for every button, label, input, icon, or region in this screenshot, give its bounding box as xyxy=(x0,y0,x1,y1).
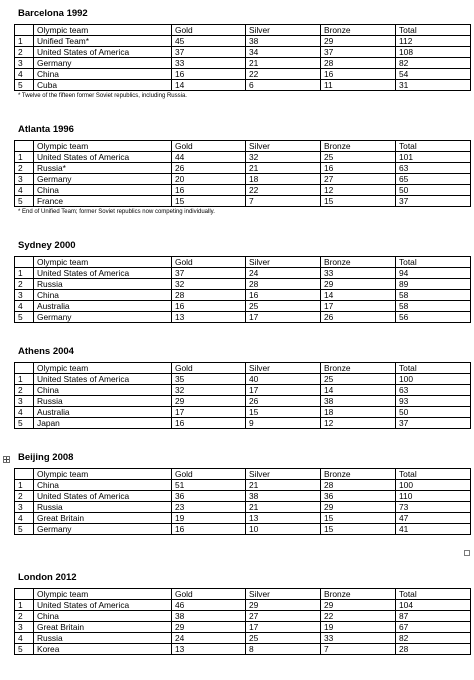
games-title: Athens 2004 xyxy=(18,346,74,357)
team-cell[interactable]: Russia xyxy=(34,396,172,407)
silver-cell[interactable]: 26 xyxy=(246,396,321,407)
header-cell-gold[interactable]: Gold xyxy=(172,589,246,600)
bronze-cell[interactable]: 38 xyxy=(321,396,396,407)
table-row xyxy=(15,312,471,323)
rank-cell[interactable]: 5 xyxy=(15,644,34,655)
rank-cell[interactable]: 1 xyxy=(15,374,34,385)
team-cell[interactable]: Korea xyxy=(34,644,172,655)
games-section-london-2012 xyxy=(14,572,470,655)
header-cell-bronze[interactable]: Bronze xyxy=(321,363,396,374)
total-cell[interactable]: 93 xyxy=(396,396,471,407)
header-cell-rank[interactable] xyxy=(15,363,34,374)
silver-cell[interactable]: 38 xyxy=(246,36,321,47)
table-row xyxy=(15,374,471,385)
rank-cell[interactable]: 4 xyxy=(15,301,34,312)
silver-cell[interactable]: 21 xyxy=(246,58,321,69)
table-row xyxy=(15,418,471,429)
medal-table xyxy=(14,588,471,655)
table-header-row xyxy=(15,257,471,268)
total-cell[interactable]: 82 xyxy=(396,633,471,644)
rank-cell[interactable]: 3 xyxy=(15,58,34,69)
gold-cell[interactable]: 36 xyxy=(172,491,246,502)
total-cell[interactable]: 112 xyxy=(396,36,471,47)
table-resize-handle[interactable] xyxy=(464,550,470,556)
rank-cell[interactable]: 1 xyxy=(15,36,34,47)
table-row xyxy=(15,58,471,69)
total-cell[interactable]: 65 xyxy=(396,174,471,185)
gold-cell[interactable]: 20 xyxy=(172,174,246,185)
silver-cell[interactable]: 22 xyxy=(246,185,321,196)
header-cell-rank[interactable] xyxy=(15,257,34,268)
total-cell[interactable]: 58 xyxy=(396,290,471,301)
total-cell[interactable]: 67 xyxy=(396,622,471,633)
gold-cell[interactable]: 33 xyxy=(172,58,246,69)
medal-table xyxy=(14,468,471,535)
rank-cell[interactable]: 1 xyxy=(15,480,34,491)
games-section-beijing-2008 xyxy=(14,452,470,535)
rank-cell[interactable]: 3 xyxy=(15,290,34,301)
games-title: Atlanta 1996 xyxy=(18,124,74,135)
gold-cell[interactable]: 44 xyxy=(172,152,246,163)
rank-cell[interactable]: 2 xyxy=(15,47,34,58)
header-cell-bronze[interactable]: Bronze xyxy=(321,141,396,152)
rank-cell[interactable]: 2 xyxy=(15,385,34,396)
table-header-row xyxy=(15,363,471,374)
header-cell-bronze[interactable]: Bronze xyxy=(321,25,396,36)
bronze-cell[interactable]: 33 xyxy=(321,268,396,279)
bronze-cell[interactable]: 7 xyxy=(321,644,396,655)
header-cell-gold[interactable]: Gold xyxy=(172,25,246,36)
header-cell-total[interactable]: Total xyxy=(396,363,471,374)
table-header-row xyxy=(15,589,471,600)
team-cell[interactable]: United States of America xyxy=(34,47,172,58)
table-row xyxy=(15,69,471,80)
team-cell[interactable]: China xyxy=(34,480,172,491)
bronze-cell[interactable]: 28 xyxy=(321,58,396,69)
rank-cell[interactable]: 1 xyxy=(15,152,34,163)
total-cell[interactable]: 94 xyxy=(396,268,471,279)
team-cell[interactable]: China xyxy=(34,69,172,80)
total-cell[interactable]: 31 xyxy=(396,80,471,91)
games-section-atlanta-1996 xyxy=(14,124,470,216)
rank-cell[interactable]: 3 xyxy=(15,174,34,185)
table-row xyxy=(15,622,471,633)
header-cell-gold[interactable]: Gold xyxy=(172,363,246,374)
gold-cell[interactable]: 38 xyxy=(172,611,246,622)
gold-cell[interactable]: 24 xyxy=(172,633,246,644)
silver-cell[interactable]: 15 xyxy=(246,407,321,418)
medal-table xyxy=(14,256,471,323)
gold-cell[interactable]: 29 xyxy=(172,622,246,633)
gold-cell[interactable]: 19 xyxy=(172,513,246,524)
table-row xyxy=(15,396,471,407)
medal-table xyxy=(14,24,471,91)
total-cell[interactable]: 89 xyxy=(396,279,471,290)
rank-cell[interactable]: 4 xyxy=(15,69,34,80)
silver-cell[interactable]: 28 xyxy=(246,279,321,290)
bronze-cell[interactable]: 16 xyxy=(321,69,396,80)
medal-table xyxy=(14,140,471,207)
bronze-cell[interactable]: 22 xyxy=(321,611,396,622)
rank-cell[interactable]: 5 xyxy=(15,312,34,323)
table-row xyxy=(15,611,471,622)
header-cell-team[interactable]: Olympic team xyxy=(34,25,172,36)
table-row xyxy=(15,407,471,418)
team-cell[interactable]: Cuba xyxy=(34,80,172,91)
table-row xyxy=(15,644,471,655)
table-row xyxy=(15,80,471,91)
silver-cell[interactable]: 24 xyxy=(246,268,321,279)
bronze-cell[interactable]: 36 xyxy=(321,491,396,502)
bronze-cell[interactable]: 29 xyxy=(321,36,396,47)
rank-cell[interactable]: 1 xyxy=(15,268,34,279)
bronze-cell[interactable]: 17 xyxy=(321,301,396,312)
bronze-cell[interactable]: 29 xyxy=(321,279,396,290)
team-cell[interactable]: Unified Team* xyxy=(34,36,172,47)
rank-cell[interactable]: 2 xyxy=(15,611,34,622)
silver-cell[interactable]: 17 xyxy=(246,622,321,633)
header-cell-total[interactable]: Total xyxy=(396,141,471,152)
total-cell[interactable]: 63 xyxy=(396,163,471,174)
total-cell[interactable]: 50 xyxy=(396,407,471,418)
silver-cell[interactable]: 17 xyxy=(246,385,321,396)
rank-cell[interactable]: 3 xyxy=(15,396,34,407)
header-cell-rank[interactable] xyxy=(15,25,34,36)
team-cell[interactable]: Japan xyxy=(34,418,172,429)
total-cell[interactable]: 87 xyxy=(396,611,471,622)
team-cell[interactable]: China xyxy=(34,290,172,301)
total-cell[interactable]: 50 xyxy=(396,185,471,196)
rank-cell[interactable]: 4 xyxy=(15,407,34,418)
table-row xyxy=(15,480,471,491)
total-cell[interactable]: 37 xyxy=(396,418,471,429)
header-cell-total[interactable]: Total xyxy=(396,469,471,480)
rank-cell[interactable]: 5 xyxy=(15,524,34,535)
table-row xyxy=(15,301,471,312)
team-cell[interactable]: Australia xyxy=(34,301,172,312)
gold-cell[interactable]: 16 xyxy=(172,301,246,312)
gold-cell[interactable]: 16 xyxy=(172,185,246,196)
rank-cell[interactable]: 5 xyxy=(15,418,34,429)
bronze-cell[interactable]: 14 xyxy=(321,385,396,396)
bronze-cell[interactable]: 11 xyxy=(321,80,396,91)
silver-cell[interactable]: 40 xyxy=(246,374,321,385)
silver-cell[interactable]: 21 xyxy=(246,502,321,513)
bronze-cell[interactable]: 12 xyxy=(321,418,396,429)
header-cell-rank[interactable] xyxy=(15,589,34,600)
team-cell[interactable]: Germany xyxy=(34,312,172,323)
header-cell-bronze[interactable]: Bronze xyxy=(321,469,396,480)
rank-cell[interactable]: 3 xyxy=(15,622,34,633)
gold-cell[interactable]: 32 xyxy=(172,385,246,396)
silver-cell[interactable]: 32 xyxy=(246,152,321,163)
team-cell[interactable]: United States of America xyxy=(34,268,172,279)
table-row xyxy=(15,279,471,290)
total-cell[interactable]: 54 xyxy=(396,69,471,80)
header-cell-silver[interactable]: Silver xyxy=(246,141,321,152)
bronze-cell[interactable]: 15 xyxy=(321,524,396,535)
table-row xyxy=(15,385,471,396)
silver-cell[interactable]: 29 xyxy=(246,600,321,611)
gold-cell[interactable]: 37 xyxy=(172,47,246,58)
gold-cell[interactable]: 46 xyxy=(172,600,246,611)
games-title: London 2012 xyxy=(18,572,77,583)
silver-cell[interactable]: 22 xyxy=(246,69,321,80)
bronze-cell[interactable]: 19 xyxy=(321,622,396,633)
table-row xyxy=(15,491,471,502)
team-cell[interactable]: United States of America xyxy=(34,152,172,163)
bronze-cell[interactable]: 15 xyxy=(321,513,396,524)
bronze-cell[interactable]: 14 xyxy=(321,290,396,301)
rank-cell[interactable]: 5 xyxy=(15,196,34,207)
rank-cell[interactable]: 2 xyxy=(15,491,34,502)
table-header-row xyxy=(15,141,471,152)
header-cell-bronze[interactable]: Bronze xyxy=(321,589,396,600)
footnote: * Twelve of the fifteen former Soviet republics, including Russia. xyxy=(18,93,187,99)
table-row xyxy=(15,36,471,47)
header-cell-silver[interactable]: Silver xyxy=(246,257,321,268)
silver-cell[interactable]: 21 xyxy=(246,163,321,174)
silver-cell[interactable]: 27 xyxy=(246,611,321,622)
gold-cell[interactable]: 15 xyxy=(172,196,246,207)
games-title: Barcelona 1992 xyxy=(18,8,88,19)
rank-cell[interactable]: 2 xyxy=(15,163,34,174)
games-section-sydney-2000 xyxy=(14,240,470,323)
header-cell-total[interactable]: Total xyxy=(396,589,471,600)
silver-cell[interactable]: 13 xyxy=(246,513,321,524)
team-cell[interactable]: Germany xyxy=(34,524,172,535)
gold-cell[interactable]: 26 xyxy=(172,163,246,174)
table-row xyxy=(15,290,471,301)
total-cell[interactable]: 73 xyxy=(396,502,471,513)
rank-cell[interactable]: 3 xyxy=(15,502,34,513)
rank-cell[interactable]: 2 xyxy=(15,279,34,290)
header-cell-team[interactable]: Olympic team xyxy=(34,141,172,152)
total-cell[interactable]: 100 xyxy=(396,480,471,491)
silver-cell[interactable]: 17 xyxy=(246,312,321,323)
gold-cell[interactable]: 23 xyxy=(172,502,246,513)
header-cell-rank[interactable] xyxy=(15,469,34,480)
bronze-cell[interactable]: 27 xyxy=(321,174,396,185)
silver-cell[interactable]: 21 xyxy=(246,480,321,491)
total-cell[interactable]: 104 xyxy=(396,600,471,611)
table-header-row xyxy=(15,469,471,480)
total-cell[interactable]: 37 xyxy=(396,196,471,207)
silver-cell[interactable]: 18 xyxy=(246,174,321,185)
team-cell[interactable]: China xyxy=(34,611,172,622)
total-cell[interactable]: 41 xyxy=(396,524,471,535)
team-cell[interactable]: Great Britain xyxy=(34,513,172,524)
total-cell[interactable]: 101 xyxy=(396,152,471,163)
team-cell[interactable]: Russia xyxy=(34,279,172,290)
header-cell-silver[interactable]: Silver xyxy=(246,363,321,374)
silver-cell[interactable]: 7 xyxy=(246,196,321,207)
total-cell[interactable]: 58 xyxy=(396,301,471,312)
bronze-cell[interactable]: 29 xyxy=(321,502,396,513)
header-cell-total[interactable]: Total xyxy=(396,257,471,268)
gold-cell[interactable]: 13 xyxy=(172,312,246,323)
rank-cell[interactable]: 4 xyxy=(15,513,34,524)
silver-cell[interactable]: 34 xyxy=(246,47,321,58)
team-cell[interactable]: United States of America xyxy=(34,491,172,502)
bronze-cell[interactable]: 33 xyxy=(321,633,396,644)
medal-table xyxy=(14,362,471,429)
gold-cell[interactable]: 14 xyxy=(172,80,246,91)
header-cell-bronze[interactable]: Bronze xyxy=(321,257,396,268)
bronze-cell[interactable]: 25 xyxy=(321,374,396,385)
table-row xyxy=(15,185,471,196)
silver-cell[interactable]: 16 xyxy=(246,290,321,301)
team-cell[interactable]: Germany xyxy=(34,58,172,69)
header-cell-rank[interactable] xyxy=(15,141,34,152)
gold-cell[interactable]: 35 xyxy=(172,374,246,385)
games-section-barcelona-1992 xyxy=(14,8,470,100)
table-row xyxy=(15,502,471,513)
bronze-cell[interactable]: 15 xyxy=(321,196,396,207)
table-row xyxy=(15,196,471,207)
total-cell[interactable]: 47 xyxy=(396,513,471,524)
gold-cell[interactable]: 13 xyxy=(172,644,246,655)
silver-cell[interactable]: 8 xyxy=(246,644,321,655)
bronze-cell[interactable]: 29 xyxy=(321,600,396,611)
bronze-cell[interactable]: 37 xyxy=(321,47,396,58)
team-cell[interactable]: Great Britain xyxy=(34,622,172,633)
team-cell[interactable]: United States of America xyxy=(34,600,172,611)
total-cell[interactable]: 82 xyxy=(396,58,471,69)
silver-cell[interactable]: 6 xyxy=(246,80,321,91)
total-cell[interactable]: 63 xyxy=(396,385,471,396)
team-cell[interactable]: United States of America xyxy=(34,374,172,385)
header-cell-silver[interactable]: Silver xyxy=(246,25,321,36)
bronze-cell[interactable]: 25 xyxy=(321,152,396,163)
bronze-cell[interactable]: 12 xyxy=(321,185,396,196)
team-cell[interactable]: Australia xyxy=(34,407,172,418)
gold-cell[interactable]: 17 xyxy=(172,407,246,418)
silver-cell[interactable]: 10 xyxy=(246,524,321,535)
table-row xyxy=(15,268,471,279)
rank-cell[interactable]: 4 xyxy=(15,185,34,196)
silver-cell[interactable]: 38 xyxy=(246,491,321,502)
header-cell-gold[interactable]: Gold xyxy=(172,257,246,268)
gold-cell[interactable]: 16 xyxy=(172,69,246,80)
gold-cell[interactable]: 32 xyxy=(172,279,246,290)
header-cell-team[interactable]: Olympic team xyxy=(34,589,172,600)
header-cell-team[interactable]: Olympic team xyxy=(34,257,172,268)
table-row xyxy=(15,174,471,185)
silver-cell[interactable]: 25 xyxy=(246,301,321,312)
silver-cell[interactable]: 9 xyxy=(246,418,321,429)
table-move-handle-icon[interactable] xyxy=(3,456,10,463)
table-row xyxy=(15,633,471,644)
header-cell-team[interactable]: Olympic team xyxy=(34,469,172,480)
total-cell[interactable]: 100 xyxy=(396,374,471,385)
silver-cell[interactable]: 25 xyxy=(246,633,321,644)
header-cell-gold[interactable]: Gold xyxy=(172,469,246,480)
header-cell-total[interactable]: Total xyxy=(396,25,471,36)
games-title: Sydney 2000 xyxy=(18,240,76,251)
table-row xyxy=(15,524,471,535)
table-header-row xyxy=(15,25,471,36)
total-cell[interactable]: 108 xyxy=(396,47,471,58)
team-cell[interactable]: Russia* xyxy=(34,163,172,174)
gold-cell[interactable]: 29 xyxy=(172,396,246,407)
games-section-athens-2004 xyxy=(14,346,470,429)
header-cell-silver[interactable]: Silver xyxy=(246,589,321,600)
total-cell[interactable]: 56 xyxy=(396,312,471,323)
rank-cell[interactable]: 1 xyxy=(15,600,34,611)
table-row xyxy=(15,152,471,163)
gold-cell[interactable]: 51 xyxy=(172,480,246,491)
gold-cell[interactable]: 28 xyxy=(172,290,246,301)
gold-cell[interactable]: 37 xyxy=(172,268,246,279)
gold-cell[interactable]: 16 xyxy=(172,524,246,535)
rank-cell[interactable]: 5 xyxy=(15,80,34,91)
team-cell[interactable]: Russia xyxy=(34,633,172,644)
gold-cell[interactable]: 45 xyxy=(172,36,246,47)
table-row xyxy=(15,47,471,58)
footnote: * End of Unified Team; former Soviet republics now competing individually. xyxy=(18,209,215,215)
table-row xyxy=(15,513,471,524)
team-cell[interactable]: China xyxy=(34,185,172,196)
games-title: Beijing 2008 xyxy=(18,452,74,463)
team-cell[interactable]: France xyxy=(34,196,172,207)
bronze-cell[interactable]: 16 xyxy=(321,163,396,174)
rank-cell[interactable]: 4 xyxy=(15,633,34,644)
header-cell-gold[interactable]: Gold xyxy=(172,141,246,152)
gold-cell[interactable]: 16 xyxy=(172,418,246,429)
team-cell[interactable]: Russia xyxy=(34,502,172,513)
team-cell[interactable]: Germany xyxy=(34,174,172,185)
team-cell[interactable]: China xyxy=(34,385,172,396)
header-cell-silver[interactable]: Silver xyxy=(246,469,321,480)
header-cell-team[interactable]: Olympic team xyxy=(34,363,172,374)
bronze-cell[interactable]: 18 xyxy=(321,407,396,418)
bronze-cell[interactable]: 26 xyxy=(321,312,396,323)
total-cell[interactable]: 28 xyxy=(396,644,471,655)
table-row xyxy=(15,600,471,611)
bronze-cell[interactable]: 28 xyxy=(321,480,396,491)
total-cell[interactable]: 110 xyxy=(396,491,471,502)
table-row xyxy=(15,163,471,174)
